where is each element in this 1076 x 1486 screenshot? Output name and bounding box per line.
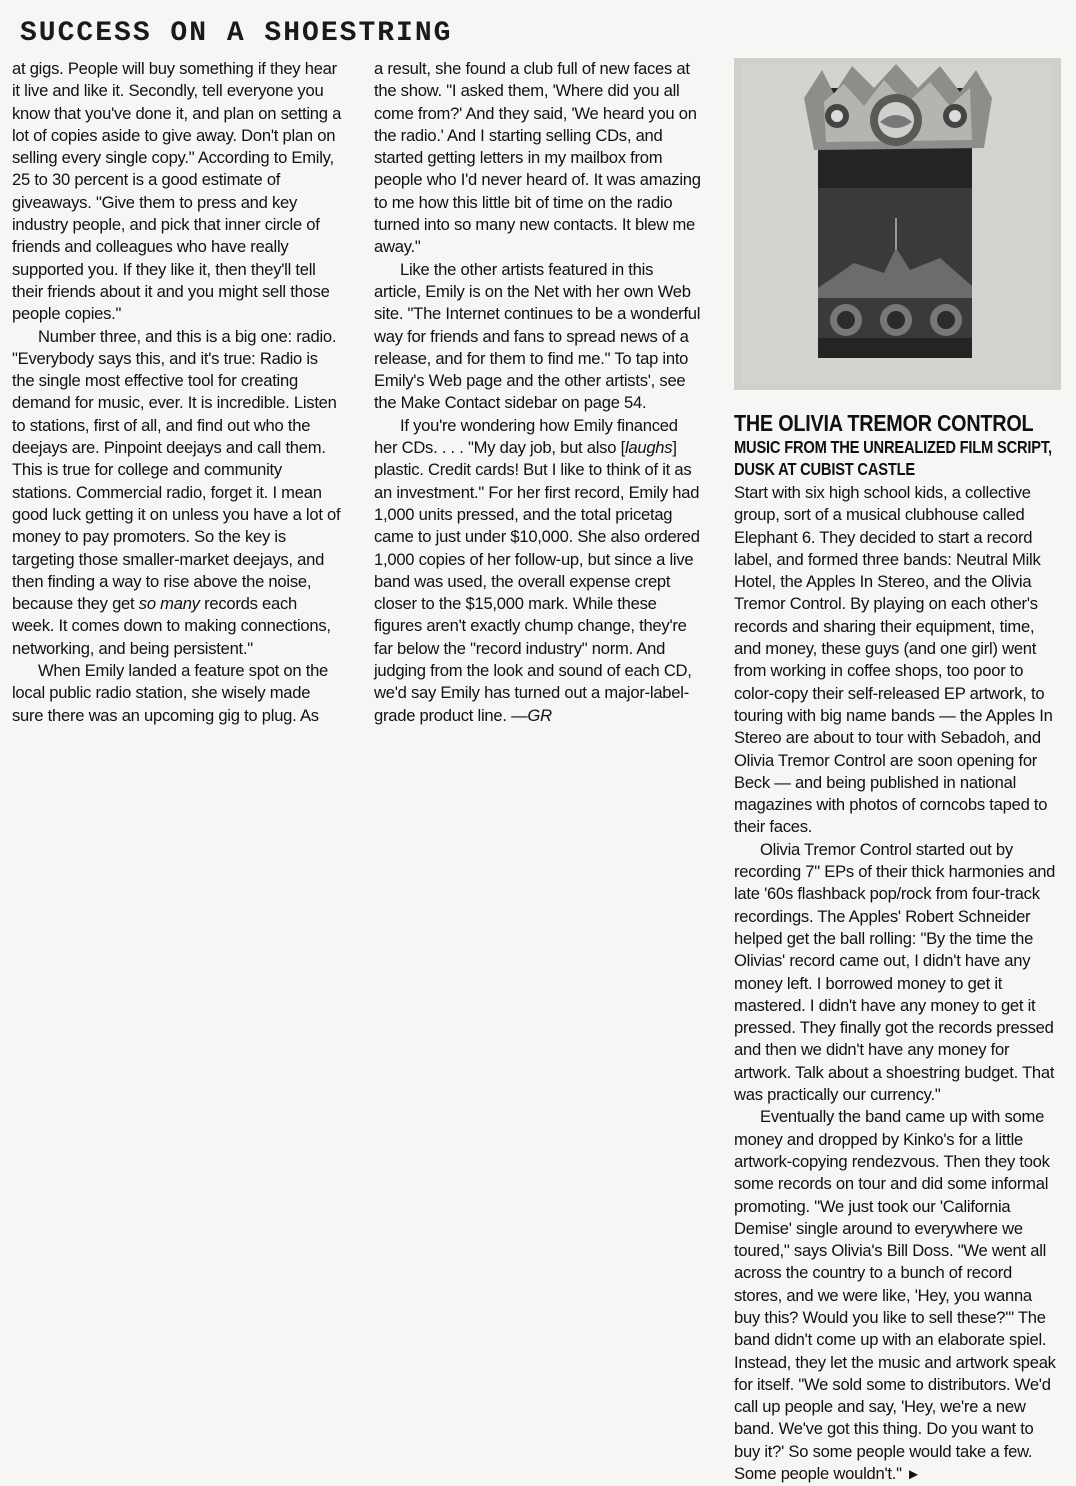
album-art-illustration [734,58,1061,390]
page-header [20,14,720,54]
paragraph: a result, she found a club full of new faces at the show. "I asked them, 'Where did you all come from?' And they said, 'We heard you on the radio.' And I starting selling CDs, and started getting letters in my mailbox from people who I'd never heard of. It was amazing to me how this little bit of time on the radio turned into so many new contacts. It blew me away." [374,59,701,257]
paragraph-text: ] plastic. Credit cards! But I like to think of it as an investment." For her first record, Emily had 1,000 units pressed, and the total pricetag came to just under $10,000. She also ordered 1,000 copies of her follow-up, but since a live band was used, the overall expense crept closer to the $15,000 mark. While these figures aren't exactly chump change, they're far below the "record industry" norm. And judging from the look and sound of each CD, we'd say Emily has turned out a major-label-grade product line. [374,438,700,725]
sidebar-title: THE OLIVIA TREMOR CONTROL [734,410,1034,436]
sidebar-subtitle-line: MUSIC FROM THE UNREALIZED FILM SCRIPT, [734,437,1052,457]
paragraph: Like the other artists featured in this article, Emily is on the Net with her own Web site. "The Internet continues to be a wonderful way for friends and fans to spread news of a release, and for them to find me." To tap into Emily's Web page and the other artists', see the Make Contact sidebar on page 54. [374,259,701,413]
album-cover-image [734,58,1061,390]
sidebar-subtitle [734,436,1052,480]
paragraph: at gigs. People will buy something if they hear it live and like it. Secondly, tell everyone you know that you've done it, and plan on setting a lot of copies aside to give away. Don't plan on selling every single copy." According to Emily, 25 to 30 percent is a good estimate of giveaways. "Give them to press and key industry people, and pick that inner circle of friends and colleagues who have really supported you. If they like it, then they'll tell their friends about it and you might sell those people copies." [12,59,342,324]
paragraph [734,1106,1060,1486]
paragraph [12,326,342,660]
paragraph: Start with six high school kids, a collective group, sort of a musical clubhouse called Elephant 6. They decided to start a record label, and formed three bands: Neutral Milk Hotel, the Apples In Stereo, and the Olivia Tremor Control. By playing on each other's records and sharing their equipment, time, and money, these guys (and one girl) went from working in coffee shops, too poor to color-copy their self-released EP artwork, to touring with big name bands — the Apples In Stereo are about to tour with Sebadoh, and Olivia Tremor Control are soon opening for Beck — and being published in national magazines with photos of corncobs taped to their faces. [734,483,1053,837]
emphasis-text: so many [138,594,200,614]
paragraph [374,415,704,727]
paragraph: Olivia Tremor Control started out by recording 7" EPs of their thick harmonies and late '60s flashback pop/rock from four-track recordings. The Apples' Robert Schneider helped get the ball rolling: "By the time the Olivias' record came out, I didn't have any money left. I borrowed money to get it mastered. I didn't have any money to get it pressed. They finally got the records pressed and then we didn't have any money for artwork. Talk about a shoestring budget. That was practically our currency." [734,839,1056,1105]
emphasis-text: laughs [624,438,673,458]
article-column-2 [374,58,704,727]
continue-arrow-icon: ► [906,1466,921,1484]
article-column-1 [12,58,342,727]
byline: —GR [511,705,552,725]
paragraph-text: Number three, and this is a big one: radio. "Everybody says this, and it's true: Radio is the single most effective tool for creating demand for music, ever. It is incredible. Listen to stations, first of all, and find out who the deejays are. Pinpoint deejays and call them. This is true for college and community stations. Commercial radio, forget it. I mean good luck getting it on unless you have a lot of money to pay promoters. So the key is targeting those smaller-market deejays, and then finding a way to rise above the noise, because they get [12,326,341,614]
paragraph-text: Eventually the band came up with some money and dropped by Kinko's for a little artwork-copying rendezvous. Then they took some records on tour and did some informal promoting. "We just took our 'California Demise' single around to everywhere we toured," says Olivia's Bill Doss. "We went all across the country to a bunch of record stores, and we were like, 'Hey, you wanna buy this? Would you like to sell these?'" The band didn't come up with an elaborate spiel. Instead, they let the music and artwork speak for itself. "We sold some to distributors. We'd call up people and say, 'Hey, we're a new band. We've got this thing. Do you want to buy it?' So some people would take a few. Some people wouldn't." [734,1107,1056,1484]
sidebar-column [734,410,1060,1486]
paragraph-text: If you're wondering how Emily financed her CDs. . . . "My day job, but also [ [374,415,678,458]
paragraph-text: records each week. It comes down to making connections, networking, and being persistent." [12,594,331,658]
sidebar-subtitle-line: DUSK AT CUBIST CASTLE [734,459,915,479]
paragraph: When Emily landed a feature spot on the local public radio station, she wisely made sure there was an upcoming gig to plug. As [12,661,329,725]
page-title: SUCCESS ON A SHOESTRING [20,18,453,49]
